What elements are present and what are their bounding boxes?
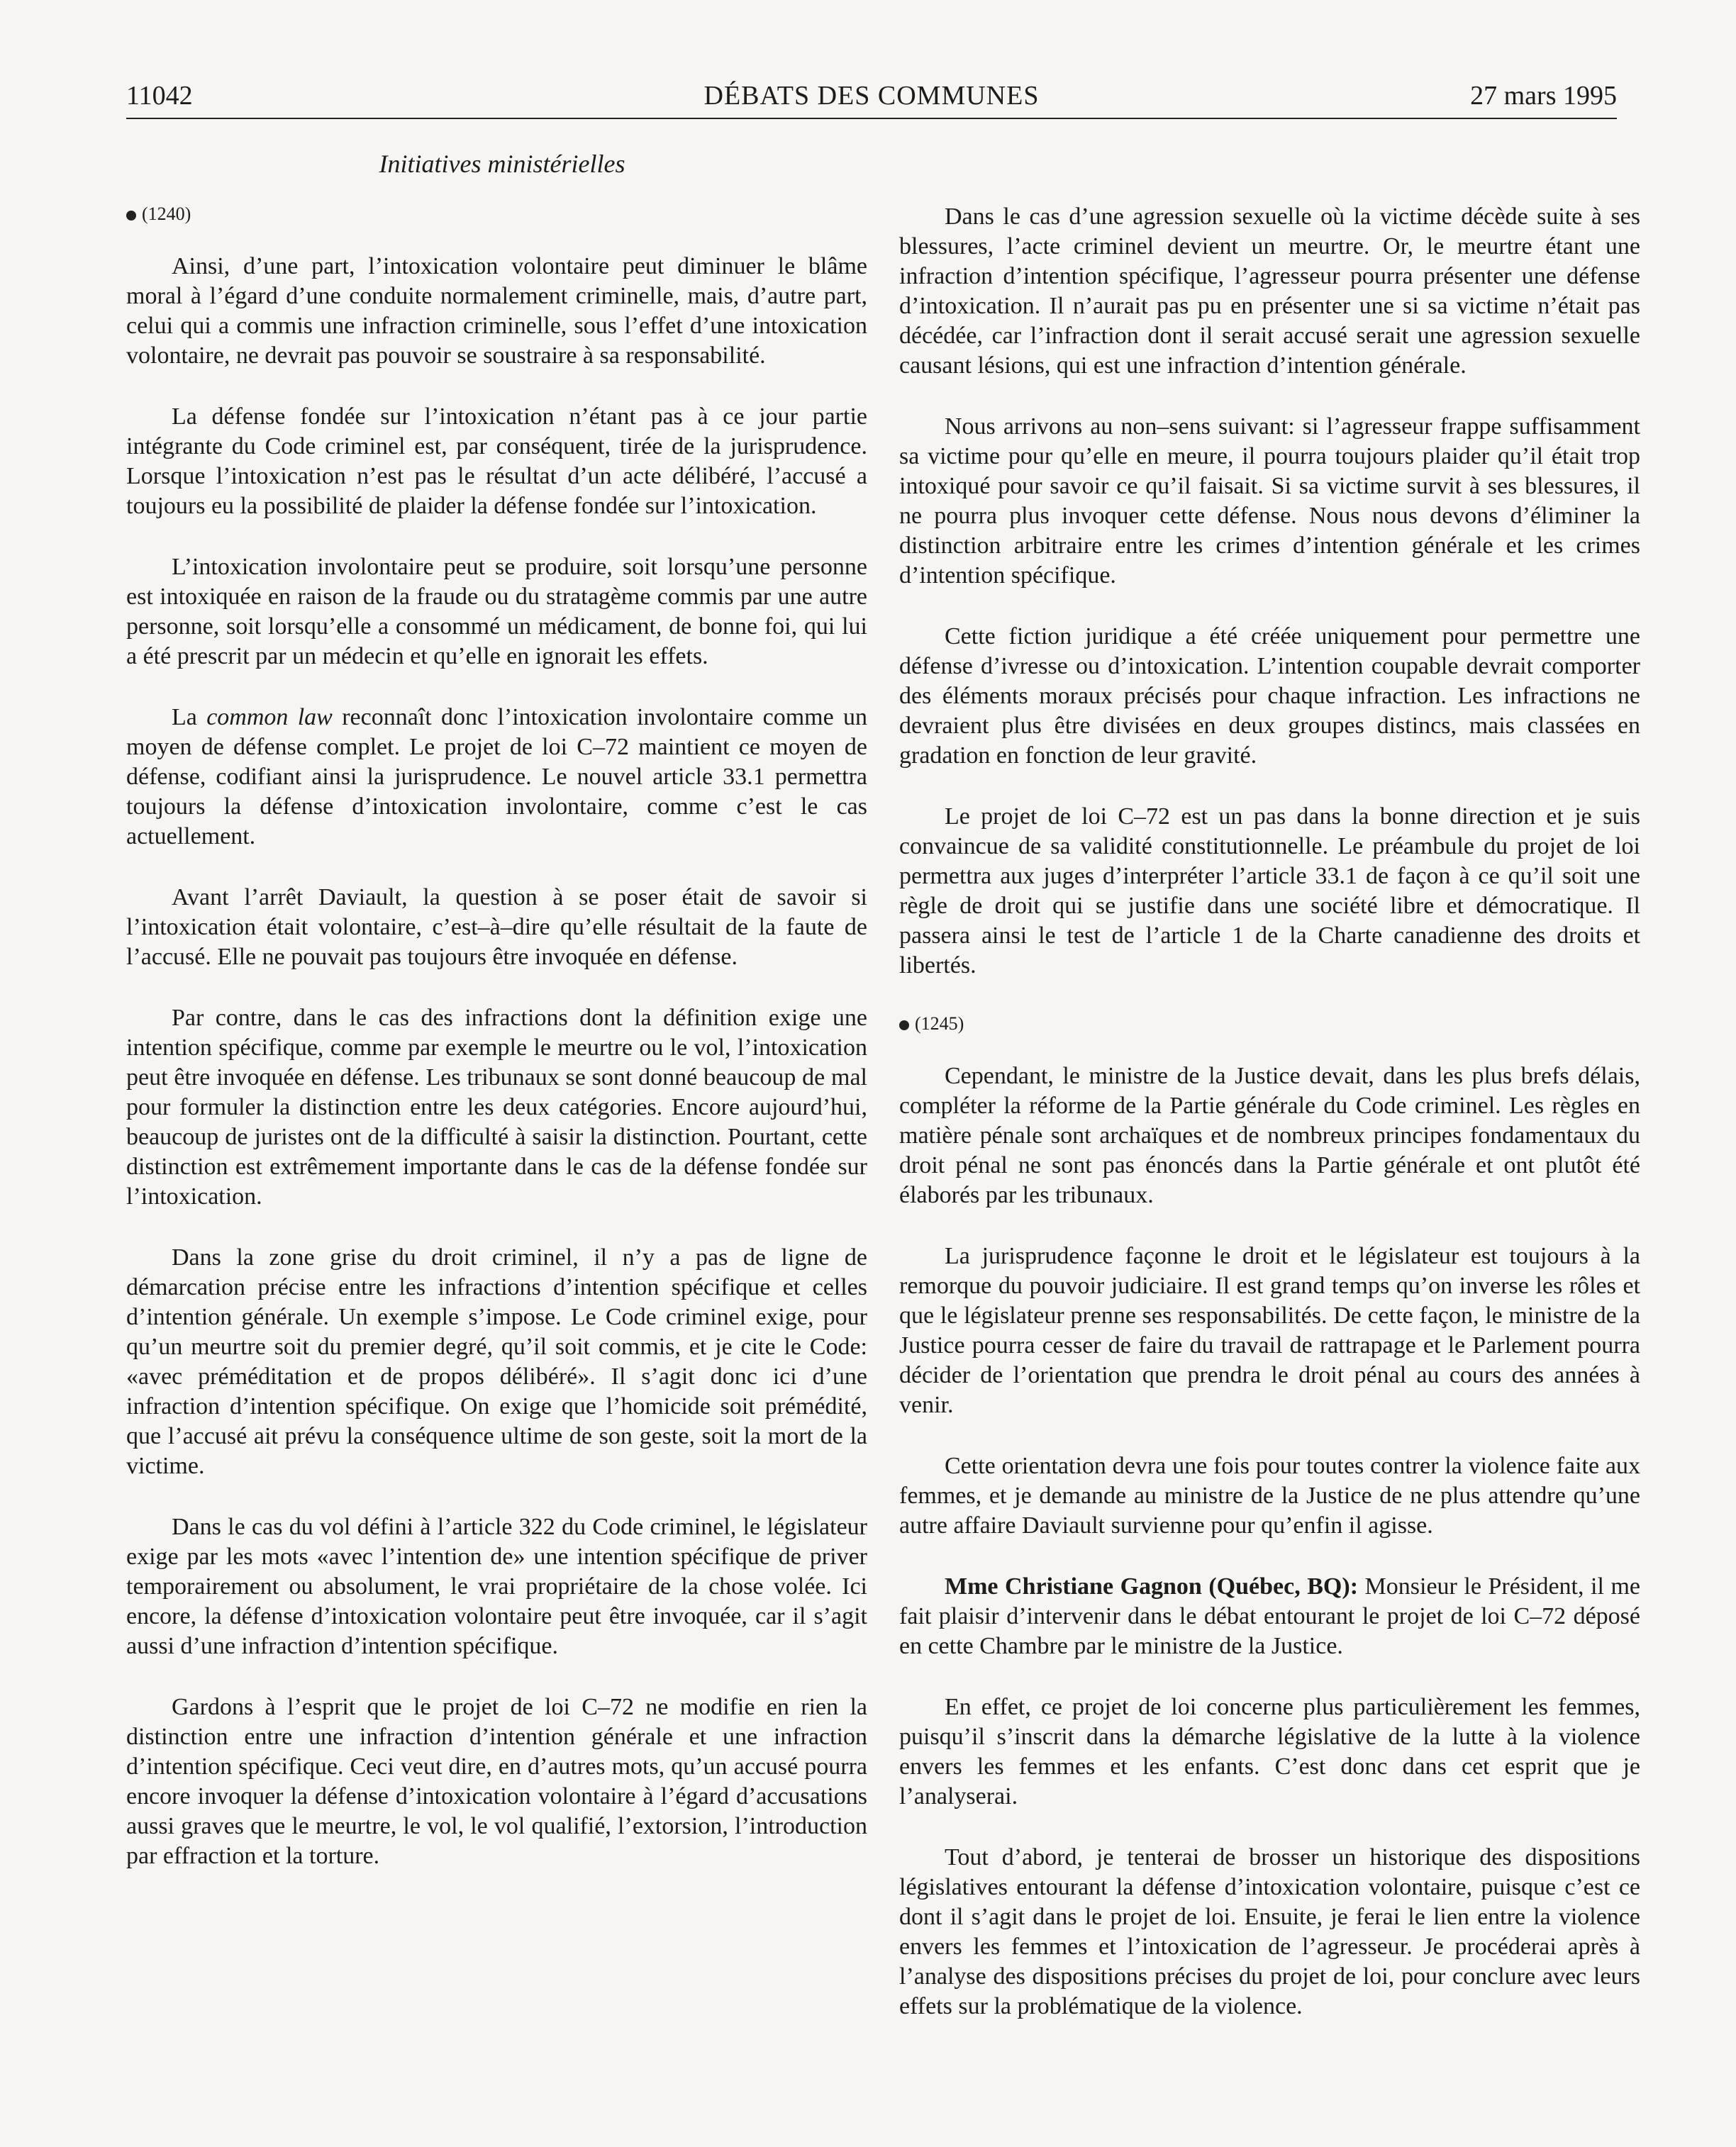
paragraph: La défense fondée sur l’intoxication n’étant pas à ce jour partie intégrante du Code criminel est, par conséquent, tirée de la jurisprudence. Lorsque l’intoxication n’est pas le résultat d’un acte délibéré, l’accusé a toujours eu la possibilité de plaider la défense fondée sur l’intoxication. xyxy=(126,403,867,519)
paragraph: La jurisprudence façonne le droit et le législateur est toujours à la remorque du pouvoir judiciaire. Il est grand temps qu’on inverse les rôles et que le législateur prenne ses responsabilités. De cette façon, le ministre de la Justice pourra cesser de faire du travail de rattrapage et le Parlement pourra décider de l’orientation que prendra le droit pénal au cours des années à venir. xyxy=(899,1243,1640,1418)
paragraph: Dans le cas du vol défini à l’article 322 du Code criminel, le législateur exige par les mots «avec l’intention de» une intention spécifique de priver temporairement ou absolument, le vrai propriétaire de la chose volée. Ici encore, la défense d’intoxication volontaire peut être invoquée, car il s’agit aussi d’une infraction d’intention spécifique. xyxy=(126,1514,867,1659)
publication-date: 27 mars 1995 xyxy=(1470,81,1617,111)
paragraph: Cependant, le ministre de la Justice devait, dans les plus brefs délais, compléter la réforme de la Partie générale du Code criminel. Les règles en matière pénale sont archaïques et de nombreux principes fondamentaux du droit pénal ne sont pas énoncés dans la Partie générale et ont plutôt été élaborés par les tribunaux. xyxy=(899,1063,1640,1208)
publication-title: DÉBATS DES COMMUNES xyxy=(703,81,1040,111)
section-title: Initiatives ministérielles xyxy=(379,150,625,178)
paragraph: Cette orientation devra une fois pour toutes contrer la violence faite aux femmes, et je demande au ministre de la Justice de ne plus attendre qu’une autre affaire Daviault survienne pour qu’enfin il agisse. xyxy=(899,1453,1640,1539)
paragraph: Par contre, dans le cas des infractions dont la définition exige une intention spécifique, comme par exemple le meurtre ou le vol, l’intoxication peut être invoquée en défense. Les tribunaux se sont donné beaucoup de mal pour formuler la distinction entre les deux catégories. Encore aujourd’hui, beaucoup de juristes ont de la difficulté à saisir la distinction. Pourtant, cette distinction est extrêmement importante dans le cas de la défense fondée sur l’intoxication. xyxy=(126,1005,867,1210)
paragraph: Ainsi, d’une part, l’intoxication volontaire peut diminuer le blâme moral à l’égard d’une conduite normalement criminelle, mais, d’autre part, celui qui a commis une infraction criminelle, sous l’effet d’une intoxication volontaire, ne devrait pas pouvoir se soustraire à sa responsabilité. xyxy=(126,253,867,369)
paragraph: En effet, ce projet de loi concerne plus particulièrement les femmes, puisqu’il s’inscrit dans la démarche législative de la lutte à la violence envers les femmes et les enfants. C’est donc dans cet esprit que je l’analyserai. xyxy=(899,1694,1640,1809)
paragraph: Le projet de loi C–72 est un pas dans la bonne direction et je suis convaincue de sa validité constitutionnelle. Le préambule du projet de loi permettra aux juges d’interpréter l’article 33.1 de façon à ce qu’il soit une règle de droit qui se justifie dans une société libre et démocratique. Il passera ainsi le test de l’article 1 de la Charte canadienne des droits et libertés. xyxy=(899,803,1640,978)
time-marker xyxy=(899,1012,1640,1036)
bullet-icon xyxy=(126,211,136,221)
paragraph xyxy=(126,703,867,852)
time-marker xyxy=(126,202,867,226)
paragraph: Gardons à l’esprit que le projet de loi C–72 ne modifie en rien la distinction entre une infraction d’intention générale et une infraction d’intention spécifique. Ceci veut dire, en d’autres mots, qu’un accusé pourra encore invoquer la défense d’intoxication volontaire à l’égard d’accusations aussi graves que le meurtre, le vol, le vol qualifié, l’extorsion, l’introduction par effraction et la torture. xyxy=(126,1694,867,1869)
bullet-icon xyxy=(899,1020,909,1030)
paragraph-text: Monsieur le Président, il me fait plaisir d’intervenir dans le débat entourant le projet de loi C–72 déposé en cette Chambre par le ministre de la Justice. xyxy=(899,1573,1640,1659)
emphasis-text: common law xyxy=(206,704,333,730)
right-column xyxy=(899,202,1640,2053)
page-header xyxy=(126,78,1617,121)
time-marker-label: (1240) xyxy=(142,203,191,224)
time-marker-label: (1245) xyxy=(915,1013,964,1034)
paragraph: Nous arrivons au non–sens suivant: si l’agresseur frappe suffisamment sa victime pour qu’elle en meure, il pourra toujours plaider qu’il était trop intoxiqué pour savoir ce qu’il faisait. Si sa victime survit à ses blessures, il ne pourra plus invoquer cette défense. Nous nous devons d’éliminer la distinction arbitraire entre les crimes d’intention générale et les crimes d’intention spécifique. xyxy=(899,413,1640,589)
paragraph xyxy=(899,1572,1640,1661)
paragraph: Cette fiction juridique a été créée uniquement pour permettre une défense d’ivresse ou d’intoxication. L’intention coupable devrait comporter des éléments moraux précisés pour chaque infraction. Les infractions ne devraient plus être divisées en deux groupes distincs, mais classées en gradation en fonction de leur gravité. xyxy=(899,623,1640,769)
paragraph: Tout d’abord, je tenterai de brosser un historique des dispositions législatives entourant la défense d’intoxication volontaire, puisque c’est ce dont il s’agit dans le projet de loi. Ensuite, je ferai le lien entre la violence envers les femmes et l’intoxication de l’agresseur. Je procéderai après à l’analyse des dispositions précises du projet de loi, pour conclure avec leurs effets sur la problématique de la violence. xyxy=(899,1844,1640,2019)
paragraph-text: La xyxy=(172,704,207,730)
left-column xyxy=(126,202,867,1902)
page-number: 11042 xyxy=(126,81,193,111)
speaker-name: Mme Christiane Gagnon (Québec, BQ): xyxy=(945,1573,1359,1600)
header-rule xyxy=(126,118,1617,119)
paragraph-text: reconnaît donc l’intoxication involontaire comme un moyen de défense complet. Le projet de loi C–72 maintient ce moyen de défense, codifiant ainsi la jurisprudence. Le nouvel article 33.1 permettra toujours la défense d’intoxication involontaire, comme c’est le cas actuellement. xyxy=(126,704,868,849)
paragraph: Dans la zone grise du droit criminel, il n’y a pas de ligne de démarcation précise entre les infractions d’intention spécifique et celles d’intention générale. Un exemple s’impose. Le Code criminel exige, pour qu’un meurtre soit du premier degré, qu’il soit commis, et je cite le Code: «avec préméditation et de propos délibéré». Il s’agit donc ici d’une infraction d’intention spécifique. On exige que l’homicide soit prémédité, que l’accusé ait prévu la conséquence ultime de son geste, soit la mort de la victime. xyxy=(126,1244,867,1479)
paragraph: Dans le cas d’une agression sexuelle où la victime décède suite à ses blessures, l’acte criminel devient un meurtre. Or, le meurtre étant une infraction d’intention spécifique, l’agresseur pourra présenter une défense d’intoxication. Il n’aurait pas pu en présenter une si sa victime n’était pas décédée, car l’infraction dont il serait accusé serait une agression sexuelle causant lésions, qui est une infraction d’intention générale. xyxy=(899,203,1640,379)
paragraph: L’intoxication involontaire peut se produire, soit lorsqu’une personne est intoxiquée en raison de la fraude ou du stratagème commis par une autre personne, soit lorsqu’elle a consommé un médicament, de bonne foi, qui lui a été prescrit par un médecin et qu’elle en ignorait les effets. xyxy=(126,554,867,669)
paragraph: Avant l’arrêt Daviault, la question à se poser était de savoir si l’intoxication était volontaire, c’est–à–dire qu’elle résultait de la faute de l’accusé. Elle ne pouvait pas toujours être invoquée en défense. xyxy=(126,884,867,970)
